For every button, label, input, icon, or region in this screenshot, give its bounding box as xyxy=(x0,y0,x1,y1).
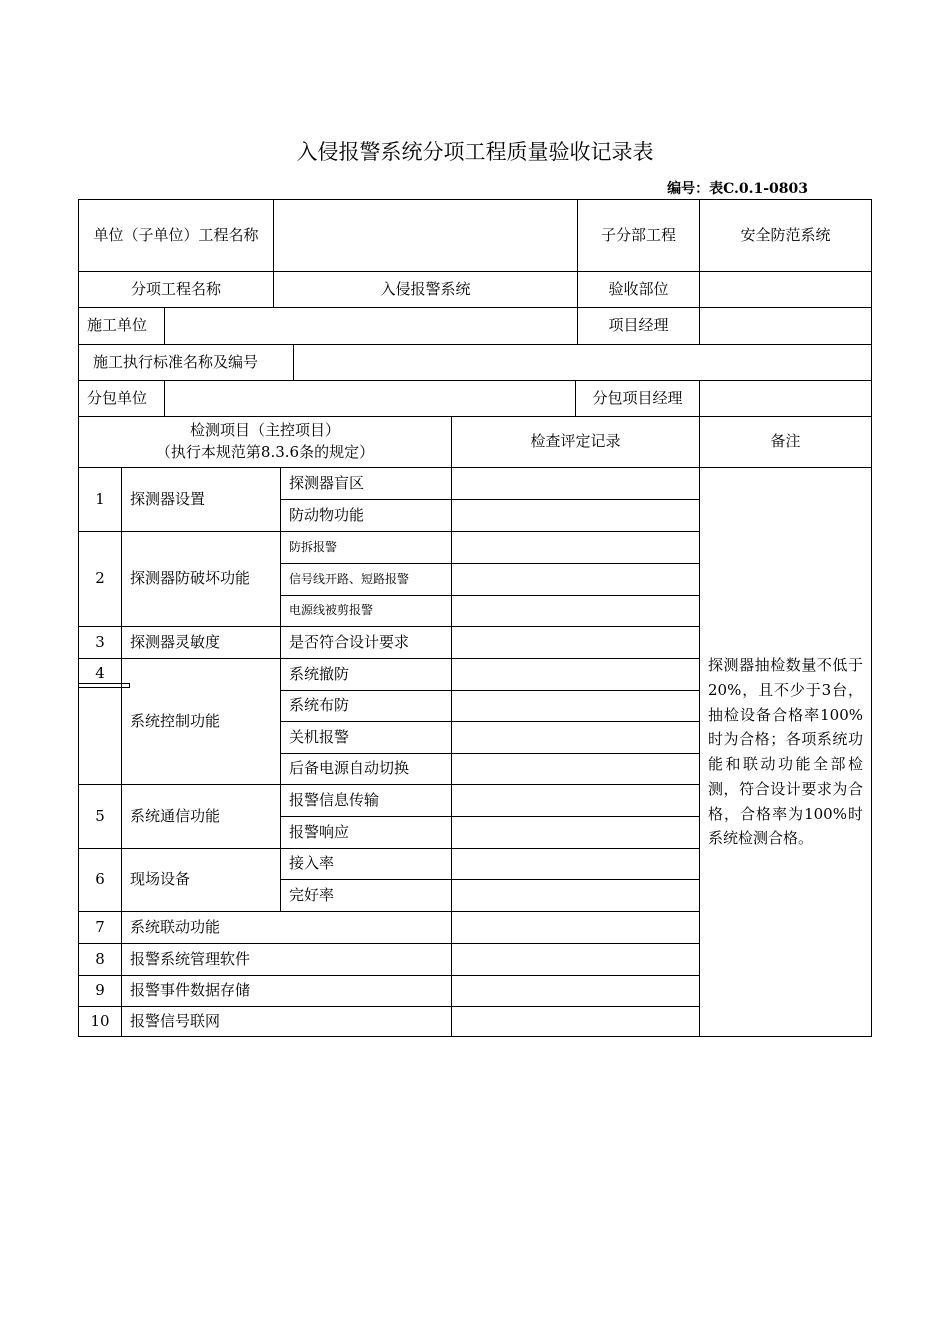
item-name: 探测器设置 xyxy=(121,467,281,532)
sub-manager-value[interactable] xyxy=(699,380,872,417)
item-no: 3 xyxy=(78,626,122,659)
record-cell[interactable] xyxy=(451,753,700,785)
col-header-remark: 备注 xyxy=(699,416,872,468)
col-header-item-line1: 检测项目（主控项目） xyxy=(189,421,340,440)
item-no: 2 xyxy=(78,531,122,627)
sub-division-value[interactable]: 安全防范系统 xyxy=(699,199,872,272)
subcontractor-label: 分包单位 xyxy=(78,380,165,417)
record-cell[interactable] xyxy=(451,563,700,596)
item-name: 系统联动功能 xyxy=(121,911,452,944)
remark-note xyxy=(699,467,872,1037)
col-header-record: 检查评定记录 xyxy=(451,416,700,468)
standard-value[interactable] xyxy=(293,344,872,381)
subitem-name-label: 分项工程名称 xyxy=(78,271,274,308)
sub-item: 信号线开路、短路报警 xyxy=(280,563,452,596)
record-cell[interactable] xyxy=(451,879,700,912)
item-no: 5 xyxy=(78,784,122,849)
page-title: 入侵报警系统分项工程质量验收记录表 xyxy=(296,140,654,164)
record-cell[interactable] xyxy=(451,784,700,817)
acceptance-part-value[interactable] xyxy=(699,271,872,308)
record-cell[interactable] xyxy=(451,690,700,722)
remark-note-text: 探测器抽检数量不低于20%，且不少于3台，抽检设备合格率100%时为合格；各项系统功能和联动功能全部检测，符合设计要求为合格，合格率为100%时系统检测合格。 xyxy=(708,656,863,848)
unit-project-value[interactable] xyxy=(273,199,578,272)
record-cell[interactable] xyxy=(451,595,700,627)
record-cell[interactable] xyxy=(451,943,700,976)
sub-item: 报警信息传输 xyxy=(280,784,452,817)
sub-item: 接入率 xyxy=(280,848,452,880)
standard-label: 施工执行标准名称及编号 xyxy=(78,344,294,381)
item-name: 探测器灵敏度 xyxy=(121,626,281,659)
sub-item: 系统布防 xyxy=(280,690,452,722)
record-cell[interactable] xyxy=(451,816,700,849)
contractor-value[interactable] xyxy=(164,307,578,345)
subitem-name-value[interactable]: 入侵报警系统 xyxy=(273,271,578,308)
sub-item: 防拆报警 xyxy=(280,531,452,564)
project-manager-label: 项目经理 xyxy=(577,307,700,345)
sub-manager-label: 分包项目经理 xyxy=(575,380,700,417)
item-no: 9 xyxy=(78,975,122,1007)
record-cell[interactable] xyxy=(451,658,700,691)
subcontractor-value[interactable] xyxy=(164,380,576,417)
record-cell[interactable] xyxy=(451,848,700,880)
item-name: 报警信号联网 xyxy=(121,1006,452,1037)
form-code: 编号：表C.0.1-0803 xyxy=(667,181,808,197)
sub-item: 系统撤防 xyxy=(280,658,452,691)
sub-item: 电源线被剪报警 xyxy=(280,595,452,627)
project-manager-value[interactable] xyxy=(699,307,872,345)
sub-item: 完好率 xyxy=(280,879,452,912)
item-no: 6 xyxy=(78,848,122,912)
item-no-text: 4 xyxy=(95,664,105,682)
item-name: 探测器防破坏功能 xyxy=(121,531,281,627)
record-cell[interactable] xyxy=(451,911,700,944)
sub-item: 探测器盲区 xyxy=(280,467,452,500)
acceptance-part-label: 验收部位 xyxy=(577,271,700,308)
record-cell[interactable] xyxy=(451,467,700,500)
record-cell[interactable] xyxy=(451,499,700,532)
col-header-item xyxy=(78,416,452,468)
unit-project-label-text: 单位（子单位）工程名称 xyxy=(93,225,259,244)
item-name: 报警系统管理软件 xyxy=(121,943,452,976)
record-cell[interactable] xyxy=(451,531,700,564)
item-name: 系统通信功能 xyxy=(121,784,281,849)
col-header-item-line2: （执行本规范第8.3.6条的规定） xyxy=(155,443,375,461)
sub-item: 报警响应 xyxy=(280,816,452,849)
sub-item: 后备电源自动切换 xyxy=(280,753,452,785)
item-no: 10 xyxy=(78,1006,122,1037)
unit-project-label xyxy=(78,199,274,272)
record-cell[interactable] xyxy=(451,721,700,754)
item-no: 8 xyxy=(78,943,122,976)
sub-item: 防动物功能 xyxy=(280,499,452,532)
item-no xyxy=(78,658,122,785)
sub-division-label: 子分部工程 xyxy=(577,199,700,272)
item-name: 系统控制功能 xyxy=(121,658,281,785)
sub-item: 是否符合设计要求 xyxy=(280,626,452,659)
sub-item: 关机报警 xyxy=(280,721,452,754)
record-cell[interactable] xyxy=(451,975,700,1007)
item-no: 1 xyxy=(78,467,122,532)
item-name: 现场设备 xyxy=(121,848,281,912)
item-no: 7 xyxy=(78,911,122,944)
item-name: 报警事件数据存储 xyxy=(121,975,452,1007)
contractor-label: 施工单位 xyxy=(78,307,165,345)
record-cell[interactable] xyxy=(451,626,700,659)
record-cell[interactable] xyxy=(451,1006,700,1037)
